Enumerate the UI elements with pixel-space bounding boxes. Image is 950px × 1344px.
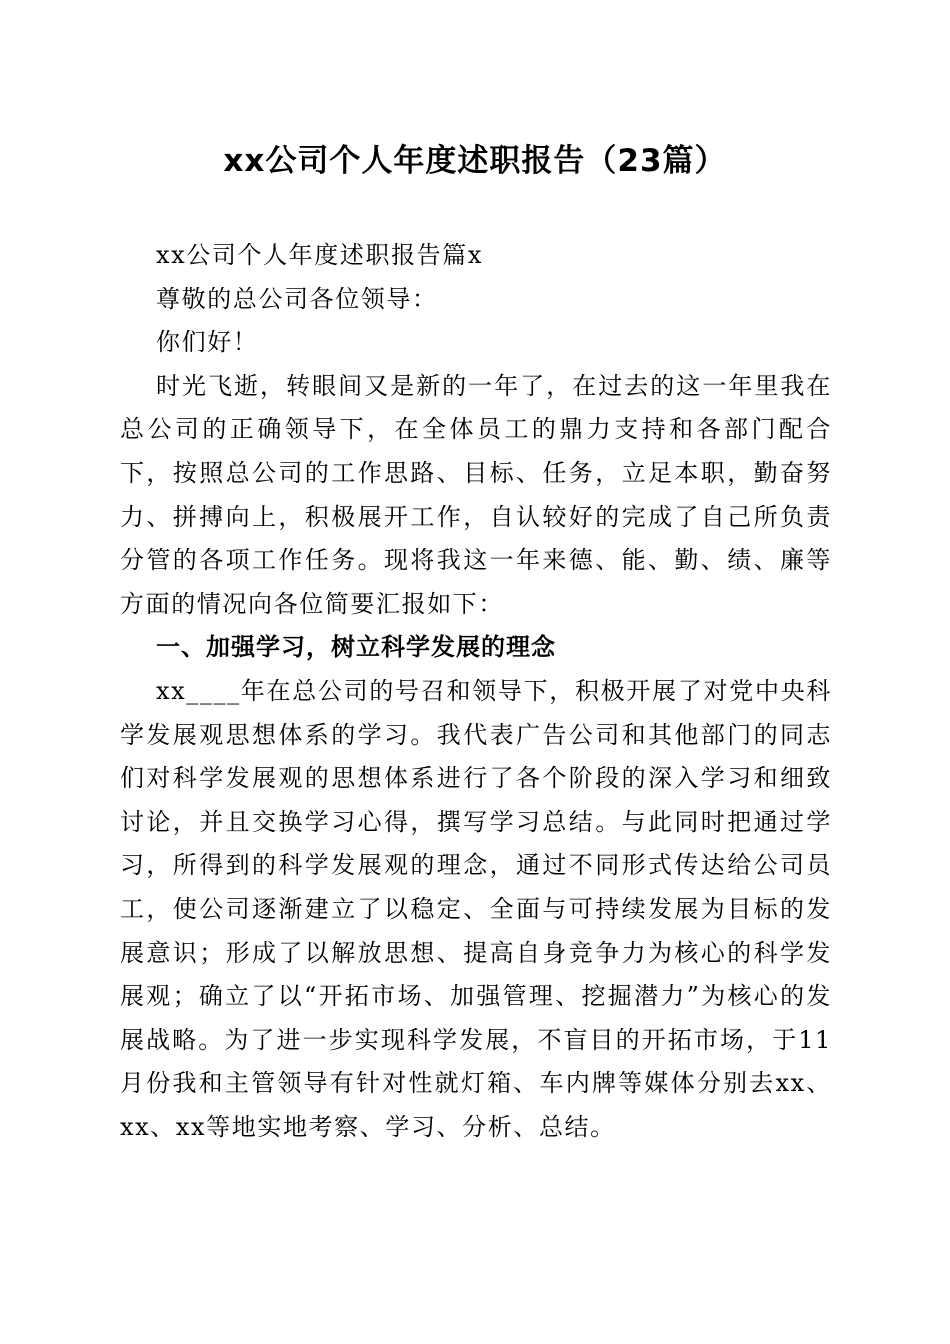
section-paragraph: xx____年在总公司的号召和领导下，积极开展了对党中央科学发展观思想体系的学习。我代表广告公司和其他部门的同志们对科学发展观的思想体系进行了各个阶段的深入学习和细致讨论，并且交换学习心得，撰写学习总结。与此同时把通过学习，所得到的科学发展观的理念，通过不同形式传达给公司员工，使公司逐渐建立了以稳定、全面与可持续发展为目标的发展意识；形成了以解放思想、提高自身竞争力为核心的科学发展观；确立了以“开拓市场、加强管理、挖掘潜力”为核心的发展战略。为了进一步实现科学发展，不盲目的开拓市场，于11月份我和主管领导有针对性就灯箱、车内牌等媒体分别去xx、xx、xx等地实地考察、学习、分析、总结。 — [120, 676, 832, 1141]
document-body — [120, 234, 832, 1149]
section-heading: 一、加强学习，树立科学发展的理念 — [156, 633, 556, 662]
intro-paragraph: 时光飞逝，转眼间又是新的一年了，在过去的这一年里我在总公司的正确领导下，在全体员工的鼎力支持和各部门配合下，按照总公司的工作思路、目标、任务，立足本职，勤奋努力、拼搏向上，积极展开工作，自认较好的完成了自己所负责分管的各项工作任务。现将我这一年来德、能、勤、绩、廉等方面的情况向各位简要汇报如下： — [120, 371, 832, 618]
document-title: xx公司个人年度述职报告（23篇） — [223, 143, 727, 179]
document-subtitle: xx公司个人年度述职报告篇x — [156, 241, 484, 269]
greeting: 你们好！ — [156, 328, 259, 357]
salutation: 尊敬的总公司各位领导： — [156, 284, 438, 313]
